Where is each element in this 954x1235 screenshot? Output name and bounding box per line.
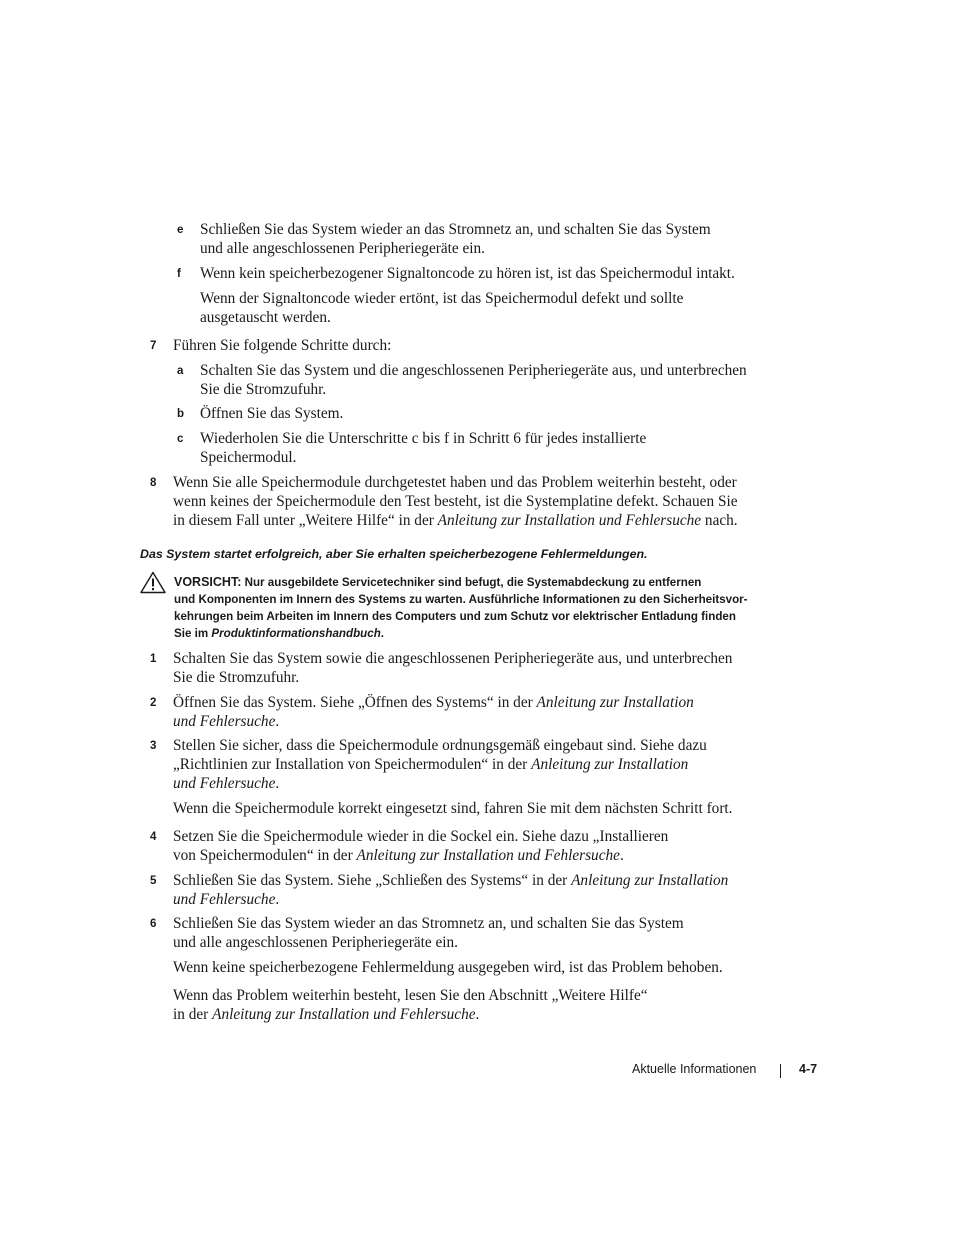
step-4-text: Setzen Sie die Speichermodule wieder in die Sockel ein. Siehe dazu „Installieren von Speichermodulen“ in der Anleitung zur Installation und Fehlersuche. <box>173 828 669 864</box>
doc-reference: und Fehlersuche <box>173 775 276 792</box>
caution-text: VORSICHT: Nur ausgebildete Servicetechniker sind befugt, die Systemabdeckung zu entfernen und Komponenten im Innern des Systems zu warten. Ausführliche Informationen zu den Sicherheitsvor- kehrungen beim Arbeiten im Innern des Computers und zum Schutz vor elektrischer Entladung finden Sie im Produktinformationshandbuch. <box>174 575 748 640</box>
step-3-text: Stellen Sie sicher, dass die Speichermodule ordnungsgemäß eingebaut sind. Siehe dazu „Richtlinien zur Installation von Speichermodulen“ in der Anleitung zur Installation und Fehlersuche. <box>173 737 707 792</box>
step-3-followup: Wenn die Speichermodule korrekt eingesetzt sind, fahren Sie mit dem nächsten Schritt fort. <box>173 800 733 817</box>
step-label-3: 3 <box>150 740 157 752</box>
step-2-text: Öffnen Sie das System. Siehe „Öffnen des Systems“ in der Anleitung zur Installation und Fehlersuche. <box>173 694 694 730</box>
step-8-text: Wenn Sie alle Speichermodule durchgetestet haben und das Problem weiterhin besteht, oder wenn keines der Speichermodule den Test besteht, ist die Systemplatine defekt. Schauen Sie in diesem Fall unter „Weitere Hilfe“ in der Anleitung zur Installation und Fehlersuche nach. <box>173 474 738 529</box>
step-label-1: 1 <box>150 653 157 665</box>
step-6-text: Schließen Sie das System wieder an das Stromnetz an, und schalten Sie das System und alle angeschlossenen Peripheriegeräte ein. <box>173 915 684 951</box>
substep-e-text: Schließen Sie das System wieder an das Stromnetz an, und schalten Sie das System und alle angeschlossenen Peripheriegeräte ein. <box>200 221 711 257</box>
substep-f-text: Wenn kein speicherbezogener Signaltoncode zu hören ist, ist das Speichermodul intakt. <box>200 265 735 282</box>
doc-reference: Anleitung zur Installation <box>536 694 694 711</box>
substep-label-f: f <box>177 268 181 280</box>
step-label-5: 5 <box>150 875 157 887</box>
doc-reference: Anleitung zur Installation und Fehlersuche <box>356 847 620 864</box>
substep-label-e: e <box>177 224 184 236</box>
step-7-text: Führen Sie folgende Schritte durch: <box>173 337 392 354</box>
substep-f-followup: Wenn der Signaltoncode wieder ertönt, ist das Speichermodul defekt und sollte ausgetauscht werden. <box>200 290 684 326</box>
doc-reference: und Fehlersuche <box>173 891 276 908</box>
step-6-followup-1: Wenn keine speicherbezogene Fehlermeldung ausgegeben wird, ist das Problem behoben. <box>173 959 723 976</box>
footer-section-title: Aktuelle Informationen <box>632 1062 757 1076</box>
warning-triangle-icon <box>140 571 166 594</box>
doc-reference: Anleitung zur Installation und Fehlersuche <box>212 1006 476 1023</box>
step-5-text: Schließen Sie das System. Siehe „Schließen des Systems“ in der Anleitung zur Installation und Fehlersuche. <box>173 872 729 908</box>
doc-reference: Anleitung zur Installation und Fehlersuche <box>437 512 702 529</box>
footer-divider <box>780 1064 781 1078</box>
step-label-2: 2 <box>150 697 157 709</box>
step-label-6: 6 <box>150 918 157 930</box>
caution-keyword: VORSICHT: <box>174 575 242 589</box>
doc-reference: Produktinformationshandbuch <box>211 627 381 640</box>
step-label-8: 8 <box>150 477 157 489</box>
step-6-followup-2: Wenn das Problem weiterhin besteht, lesen Sie den Abschnitt „Weitere Hilfe“ in der Anleitung zur Installation und Fehlersuche. <box>173 987 648 1023</box>
substep-label-a: a <box>177 365 184 377</box>
step-label-4: 4 <box>150 831 157 843</box>
substep-c-text: Wiederholen Sie die Unterschritte c bis f in Schritt 6 für jedes installierte Speichermodul. <box>200 430 647 466</box>
section-heading: Das System startet erfolgreich, aber Sie erhalten speicherbezogene Fehlermeldungen. <box>140 547 648 561</box>
step-1-text: Schalten Sie das System sowie die angeschlossenen Peripheriegeräte aus, und unterbrechen Sie die Stromzufuhr. <box>173 650 733 686</box>
substep-label-b: b <box>177 408 185 420</box>
doc-reference: Anleitung zur Installation <box>531 756 689 773</box>
doc-reference: Anleitung zur Installation <box>571 872 729 889</box>
substep-label-c: c <box>177 433 184 445</box>
substep-b-text: Öffnen Sie das System. <box>200 405 344 422</box>
page-number: 4-7 <box>799 1062 818 1076</box>
substep-a-text: Schalten Sie das System und die angeschlossenen Peripheriegeräte aus, und unterbrechen Sie die Stromzufuhr. <box>200 362 747 398</box>
step-label-7: 7 <box>150 340 157 352</box>
doc-reference: und Fehlersuche <box>173 713 276 730</box>
